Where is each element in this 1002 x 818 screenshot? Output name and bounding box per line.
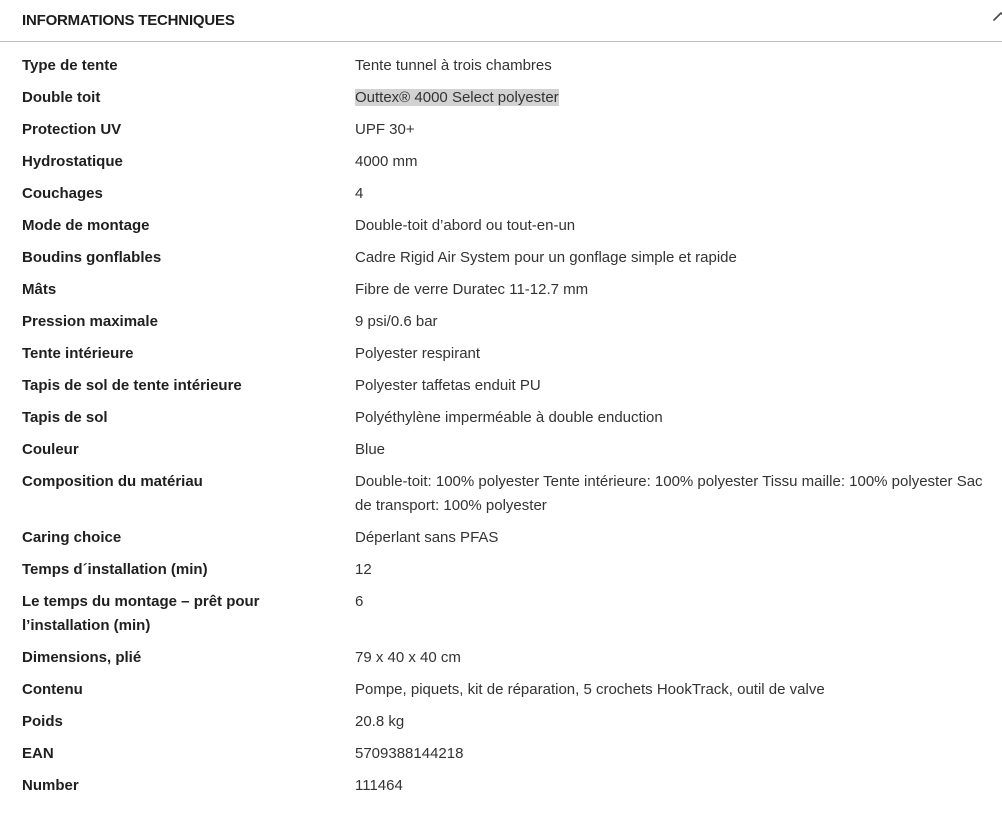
- spec-label: Boudins gonflables: [22, 249, 162, 266]
- spec-row: [22, 246, 995, 270]
- spec-row: [22, 678, 995, 702]
- spec-label: Dimensions, plié: [22, 649, 142, 666]
- spec-label: Protection UV: [22, 121, 122, 138]
- spec-value: Polyester taffetas enduit PU: [355, 377, 541, 394]
- spec-value: Cadre Rigid Air System pour un gonflage simple et rapide: [355, 249, 737, 266]
- spec-row: [22, 150, 995, 174]
- spec-value: [355, 86, 995, 110]
- spec-row: [22, 182, 995, 206]
- spec-label: Double toit: [22, 89, 101, 106]
- spec-value: Polyester respirant: [355, 345, 481, 362]
- spec-label: Couchages: [22, 185, 103, 202]
- spec-value: 111464: [355, 777, 403, 794]
- spec-label: Contenu: [22, 681, 83, 698]
- spec-row: [22, 278, 995, 302]
- spec-value: Polyéthylène imperméable à double enduction: [355, 409, 663, 426]
- spec-value: Pompe, piquets, kit de réparation, 5 crochets HookTrack, outil de valve: [355, 681, 825, 698]
- spec-label: Le temps du montage – prêt pour l’installation (min): [22, 593, 260, 634]
- spec-value: Double-toit d’abord ou tout-en-un: [355, 217, 576, 234]
- spec-table: [0, 42, 1002, 798]
- spec-row: [22, 342, 995, 366]
- spec-row: [22, 774, 995, 798]
- spec-value: Tente tunnel à trois chambres: [355, 57, 552, 74]
- spec-row: [22, 590, 995, 638]
- highlighted-text: Outtex® 4000 Select polyester: [355, 89, 559, 106]
- spec-label: Caring choice: [22, 529, 122, 546]
- spec-value: 12: [355, 561, 372, 578]
- spec-value: Fibre de verre Duratec 11-12.7 mm: [355, 281, 589, 298]
- spec-row: [22, 646, 995, 670]
- spec-label: Mode de montage: [22, 217, 150, 234]
- spec-value: 20.8 kg: [355, 713, 405, 730]
- spec-label: EAN: [22, 745, 54, 762]
- spec-value: Blue: [355, 441, 386, 458]
- spec-label: Poids: [22, 713, 63, 730]
- spec-row: [22, 558, 995, 582]
- spec-row: [22, 710, 995, 734]
- spec-label: Composition du matériau: [22, 473, 203, 490]
- spec-row: [22, 742, 995, 766]
- spec-row: [22, 118, 995, 142]
- spec-value: 9 psi/0.6 bar: [355, 313, 438, 330]
- spec-row: [22, 526, 995, 550]
- spec-row: [22, 214, 995, 238]
- spec-row: [22, 438, 995, 462]
- spec-label: Couleur: [22, 441, 79, 458]
- spec-label: Pression maximale: [22, 313, 158, 330]
- spec-value: 4: [355, 185, 364, 202]
- spec-row: [22, 470, 995, 518]
- spec-row: [22, 374, 995, 398]
- section-title: INFORMATIONS TECHNIQUES: [22, 12, 235, 29]
- spec-value: UPF 30+: [355, 121, 415, 138]
- spec-row: [22, 310, 995, 334]
- chevron-up-icon[interactable]: [992, 8, 1002, 26]
- spec-label: Temps d´installation (min): [22, 561, 208, 578]
- spec-row: [22, 406, 995, 430]
- spec-label: Hydrostatique: [22, 153, 123, 170]
- spec-value: 6: [355, 593, 364, 610]
- spec-label: Tente intérieure: [22, 345, 134, 362]
- spec-label: Mâts: [22, 281, 57, 298]
- section-header[interactable]: [0, 0, 1002, 42]
- spec-row: [22, 86, 995, 110]
- spec-label: Number: [22, 777, 79, 794]
- spec-value: Déperlant sans PFAS: [355, 529, 499, 546]
- spec-label: Tapis de sol: [22, 409, 108, 426]
- spec-value: 5709388144218: [355, 745, 464, 762]
- spec-value: 79 x 40 x 40 cm: [355, 649, 461, 666]
- spec-value: 4000 mm: [355, 153, 418, 170]
- spec-value: Double-toit: 100% polyester Tente intérieure: 100% polyester Tissu maille: 100% polyester Sac de transport: 100% polyester: [355, 473, 983, 514]
- spec-row: [22, 54, 995, 78]
- spec-label: Tapis de sol de tente intérieure: [22, 377, 242, 394]
- spec-label: Type de tente: [22, 57, 118, 74]
